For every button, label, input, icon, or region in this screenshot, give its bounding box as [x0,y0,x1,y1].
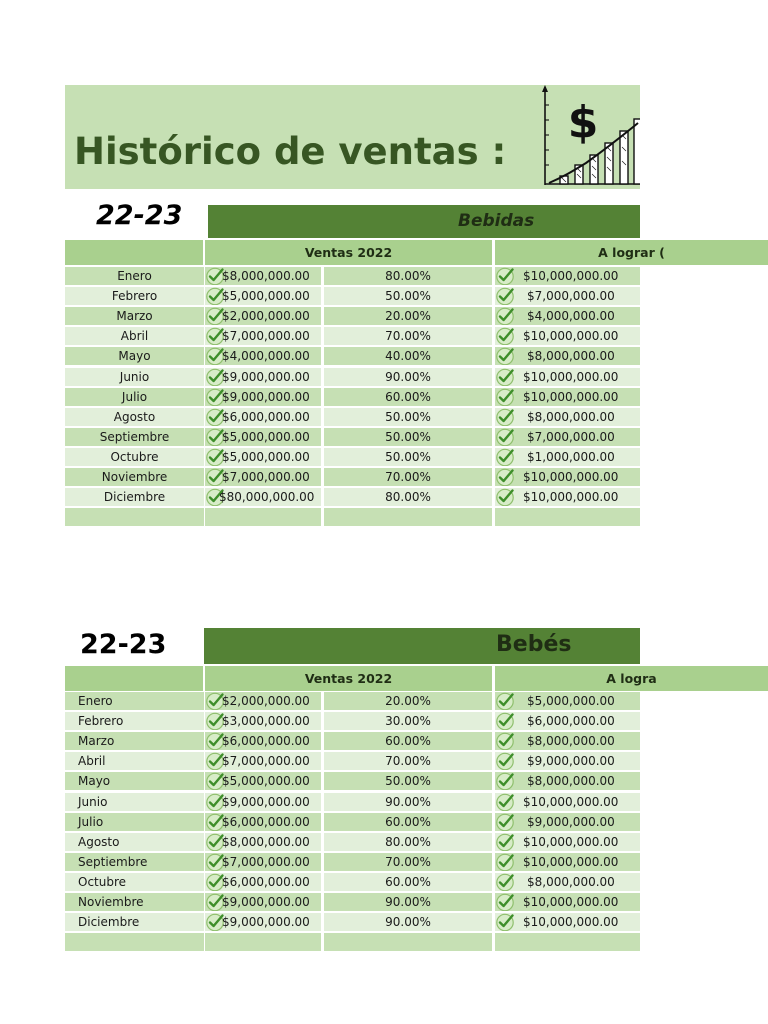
sales-value: $7,000,000.00 [222,329,310,344]
check-circle-icon [495,913,515,931]
sales-value: $9,000,000.00 [222,369,310,384]
sales-cell [205,913,321,931]
check-circle-icon [495,833,515,851]
goal-cell [495,752,640,770]
percent-cell: 50.00% [324,772,492,790]
sales-cell [205,428,321,446]
sales-cell [205,873,321,891]
month-cell [65,933,204,951]
fiscal-year-label: 22-23 [80,629,167,660]
sales-value: $5,000,000.00 [222,774,310,789]
sales-cell [205,893,321,911]
check-circle-icon [495,813,515,831]
sales-value: $4,000,000.00 [222,349,310,364]
goal-value: $8,000,000.00 [527,409,615,424]
percent-cell: 40.00% [324,347,492,365]
goal-cell [495,712,640,730]
goal-value: $10,000,000.00 [523,329,619,344]
goal-cell [495,772,640,790]
goal-value: $8,000,000.00 [527,774,615,789]
percent-cell: 20.00% [324,692,492,710]
check-circle-icon [495,448,515,466]
sales-value: $6,000,000.00 [222,734,310,749]
check-circle-icon [495,793,515,811]
check-circle-icon [495,307,515,325]
percent-cell: 90.00% [324,893,492,911]
month-cell: Junio [65,368,204,386]
goal-cell [495,692,640,710]
percent-cell: 60.00% [324,732,492,750]
goal-value: $8,000,000.00 [527,349,615,364]
category-title: Bebés [496,632,572,658]
svg-text:$: $ [567,97,599,148]
sales-cell [205,388,321,406]
goal-value: $10,000,000.00 [523,490,619,505]
goal-cell [495,793,640,811]
percent-cell: 70.00% [324,327,492,345]
goal-value: $7,000,000.00 [527,289,615,304]
check-circle-icon [495,368,515,386]
month-cell: Septiembre [65,428,204,446]
sales-cell [205,793,321,811]
check-circle-icon [495,893,515,911]
sales-value: $6,000,000.00 [222,874,310,889]
sales-cell [205,267,321,285]
month-cell: Junio [65,793,204,811]
sales-cell [205,508,321,526]
goal-cell [495,873,640,891]
month-cell: Marzo [65,307,204,325]
check-circle-icon [495,873,515,891]
goal-cell [495,508,640,526]
sales-cell [205,408,321,426]
percent-cell: 80.00% [324,833,492,851]
check-circle-icon [495,488,515,506]
sales-value: $2,000,000.00 [222,309,310,324]
sales-value: $2,000,000.00 [222,694,310,708]
goal-cell [495,448,640,466]
month-cell: Mayo [65,347,204,365]
sales-cell [205,712,321,730]
percent-cell: 80.00% [324,488,492,506]
sales-cell [205,468,321,486]
month-cell: Mayo [65,772,204,790]
sales-value: $6,000,000.00 [222,409,310,424]
sales-cell [205,692,321,710]
sales-cell [205,307,321,325]
month-cell: Julio [65,813,204,831]
sales-cell [205,347,321,365]
percent-cell: 90.00% [324,913,492,931]
sales-cell [205,732,321,750]
check-circle-icon [495,772,515,790]
percent-cell: 50.00% [324,428,492,446]
sales-value: $80,000,000.00 [219,490,315,505]
percent-cell: 60.00% [324,813,492,831]
check-circle-icon [495,327,515,345]
percent-cell: 50.00% [324,448,492,466]
sales-value: $8,000,000.00 [222,834,310,849]
check-circle-icon [495,408,515,426]
check-circle-icon [495,267,515,285]
sales-value: $7,000,000.00 [222,754,310,769]
goal-value: $7,000,000.00 [527,429,615,444]
check-circle-icon [495,732,515,750]
sales-cell [205,833,321,851]
goal-cell [495,408,640,426]
month-cell: Agosto [65,408,204,426]
goal-value: $10,000,000.00 [523,834,619,849]
header-goal: A lograr ( [495,240,768,265]
percent-cell: 30.00% [324,712,492,730]
percent-cell: 70.00% [324,468,492,486]
month-cell: Abril [65,327,204,345]
month-cell: Enero [65,267,204,285]
check-circle-icon [495,468,515,486]
month-cell [65,508,204,526]
goal-cell [495,287,640,305]
month-cell: Febrero [65,712,204,730]
sales-value: $9,000,000.00 [222,389,310,404]
goal-value: $10,000,000.00 [523,470,619,484]
check-circle-icon [495,347,515,365]
header-goal: A logra [495,666,768,691]
month-cell: Abril [65,752,204,770]
goal-cell [495,428,640,446]
sales-value: $7,000,000.00 [222,470,310,484]
goal-cell [495,813,640,831]
goal-value: $4,000,000.00 [527,309,615,324]
sales-cell [205,287,321,305]
month-cell: Octubre [65,873,204,891]
sales-value: $5,000,000.00 [222,449,310,464]
dollar-growth-chart-icon [538,85,640,189]
category-bar [208,205,640,238]
percent-cell: 60.00% [324,388,492,406]
sales-value: $6,000,000.00 [222,814,310,829]
sales-value: $9,000,000.00 [222,915,310,930]
month-cell: Octubre [65,448,204,466]
sales-cell [205,933,321,951]
sales-value: $5,000,000.00 [222,289,310,304]
goal-value: $5,000,000.00 [527,694,615,708]
month-cell: Julio [65,388,204,406]
goal-value: $10,000,000.00 [523,915,619,930]
goal-cell [495,913,640,931]
goal-value: $8,000,000.00 [527,874,615,889]
month-cell: Marzo [65,732,204,750]
sales-cell [205,448,321,466]
sales-cell [205,488,321,506]
percent-cell: 70.00% [324,853,492,871]
goal-cell [495,853,640,871]
check-circle-icon [495,287,515,305]
page-title: Histórico de ventas : [74,130,507,173]
month-cell: Diciembre [65,488,204,506]
goal-cell [495,893,640,911]
goal-cell [495,388,640,406]
month-cell: Noviembre [65,893,204,911]
goal-value: $10,000,000.00 [523,389,619,404]
goal-cell [495,468,640,486]
goal-value: $10,000,000.00 [523,895,619,909]
sales-cell [205,327,321,345]
fiscal-year-label: 22-23 [96,200,183,231]
percent-cell: 60.00% [324,873,492,891]
percent-cell: 70.00% [324,752,492,770]
month-cell: Enero [65,692,204,710]
goal-cell [495,833,640,851]
sales-value: $7,000,000.00 [222,854,310,869]
category-bar [204,628,640,664]
goal-value: $9,000,000.00 [527,814,615,829]
month-cell: Febrero [65,287,204,305]
goal-cell [495,488,640,506]
check-circle-icon [495,712,515,730]
sales-cell [205,813,321,831]
percent-cell [324,933,492,951]
goal-cell [495,327,640,345]
percent-cell: 50.00% [324,287,492,305]
percent-cell: 50.00% [324,408,492,426]
header-sales-2022: Ventas 2022 [205,240,492,265]
goal-cell [495,347,640,365]
percent-cell: 20.00% [324,307,492,325]
header-month-cell [65,240,203,265]
goal-value: $6,000,000.00 [527,714,615,729]
sales-value: $3,000,000.00 [222,714,310,729]
sales-value: $5,000,000.00 [222,429,310,444]
month-cell: Noviembre [65,468,204,486]
header-month-cell [65,666,203,691]
goal-cell [495,732,640,750]
check-circle-icon [495,692,515,710]
month-cell: Septiembre [65,853,204,871]
goal-value: $10,000,000.00 [523,854,619,869]
check-circle-icon [495,428,515,446]
goal-value: $10,000,000.00 [523,269,619,283]
check-circle-icon [495,388,515,406]
goal-value: $9,000,000.00 [527,754,615,769]
sales-cell [205,752,321,770]
sales-cell [205,853,321,871]
sales-value: $8,000,000.00 [222,269,310,283]
percent-cell: 80.00% [324,267,492,285]
goal-cell [495,307,640,325]
goal-cell [495,368,640,386]
sales-cell [205,772,321,790]
month-cell: Diciembre [65,913,204,931]
sales-value: $9,000,000.00 [222,794,310,809]
goal-value: $10,000,000.00 [523,794,619,809]
check-circle-icon [495,853,515,871]
sales-cell [205,368,321,386]
month-cell: Agosto [65,833,204,851]
percent-cell: 90.00% [324,793,492,811]
percent-cell: 90.00% [324,368,492,386]
percent-cell [324,508,492,526]
goal-cell [495,267,640,285]
goal-value: $1,000,000.00 [527,449,615,464]
goal-value: $10,000,000.00 [523,369,619,384]
category-title: Bebidas [458,210,535,231]
goal-value: $8,000,000.00 [527,734,615,749]
check-circle-icon [495,752,515,770]
goal-cell [495,933,640,951]
header-sales-2022: Ventas 2022 [205,666,492,691]
sales-value: $9,000,000.00 [222,895,310,909]
